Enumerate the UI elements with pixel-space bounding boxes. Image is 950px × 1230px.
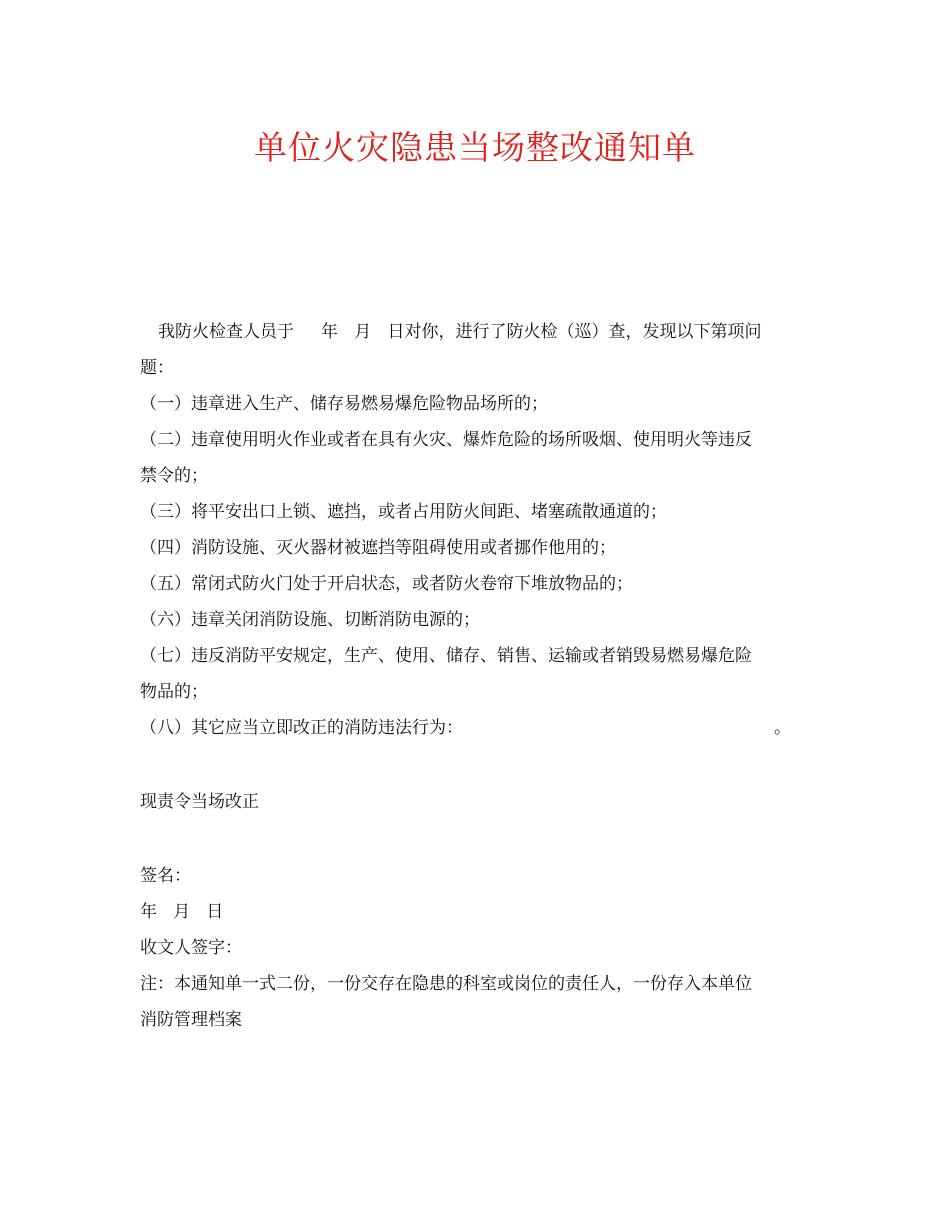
violation-item-8-row bbox=[140, 710, 815, 746]
note-line-1: 注：本通知单一式二份，一份交存在隐患的科室或岗位的责任人，一份存入本单位 bbox=[140, 974, 752, 994]
violation-item-6: （六）违章关闭消防设施、切断消防电源的； bbox=[140, 610, 480, 630]
violation-item-7-cont: 物品的； bbox=[140, 682, 208, 702]
signature-block bbox=[140, 858, 815, 1038]
item-8-end-mark: 。 bbox=[774, 718, 791, 738]
violation-item-2: （二）违章使用明火作业或者在具有火灾、爆炸危险的场所吸烟、使用明火等违反 bbox=[140, 430, 752, 450]
order-block bbox=[140, 784, 815, 820]
order-text: 现责令当场改正 bbox=[140, 792, 259, 812]
signature-label: 签名： bbox=[140, 866, 191, 886]
intro-line-1: 我防火检查人员于 年 月 日对你，进行了防火检（巡）查，发现以下第项问 bbox=[158, 322, 762, 342]
violation-item-8: （八）其它应当立即改正的消防违法行为： bbox=[140, 718, 463, 738]
violation-item-2-cont: 禁令的； bbox=[140, 466, 208, 486]
receiver-label: 收文人签字： bbox=[140, 938, 242, 958]
document-title: 单位火灾隐患当场整改通知单 bbox=[254, 128, 696, 167]
note-line-2: 消防管理档案 bbox=[140, 1010, 242, 1030]
violation-item-1: （一）违章进入生产、储存易燃易爆危险物品场所的； bbox=[140, 394, 548, 414]
intro-line-2: 题： bbox=[140, 358, 174, 378]
violation-item-5: （五）常闭式防火门处于开启状态，或者防火卷帘下堆放物品的； bbox=[140, 574, 633, 594]
notice-body bbox=[140, 314, 815, 746]
violation-item-7: （七）违反消防平安规定，生产、使用、储存、销售、运输或者销毁易燃易爆危险 bbox=[140, 646, 752, 666]
date-label: 年 月 日 bbox=[140, 902, 224, 922]
violation-item-3: （三）将平安出口上锁、遮挡，或者占用防火间距、堵塞疏散通道的； bbox=[140, 502, 667, 522]
violation-item-4: （四）消防设施、灭火器材被遮挡等阻碍使用或者挪作他用的； bbox=[140, 538, 616, 558]
